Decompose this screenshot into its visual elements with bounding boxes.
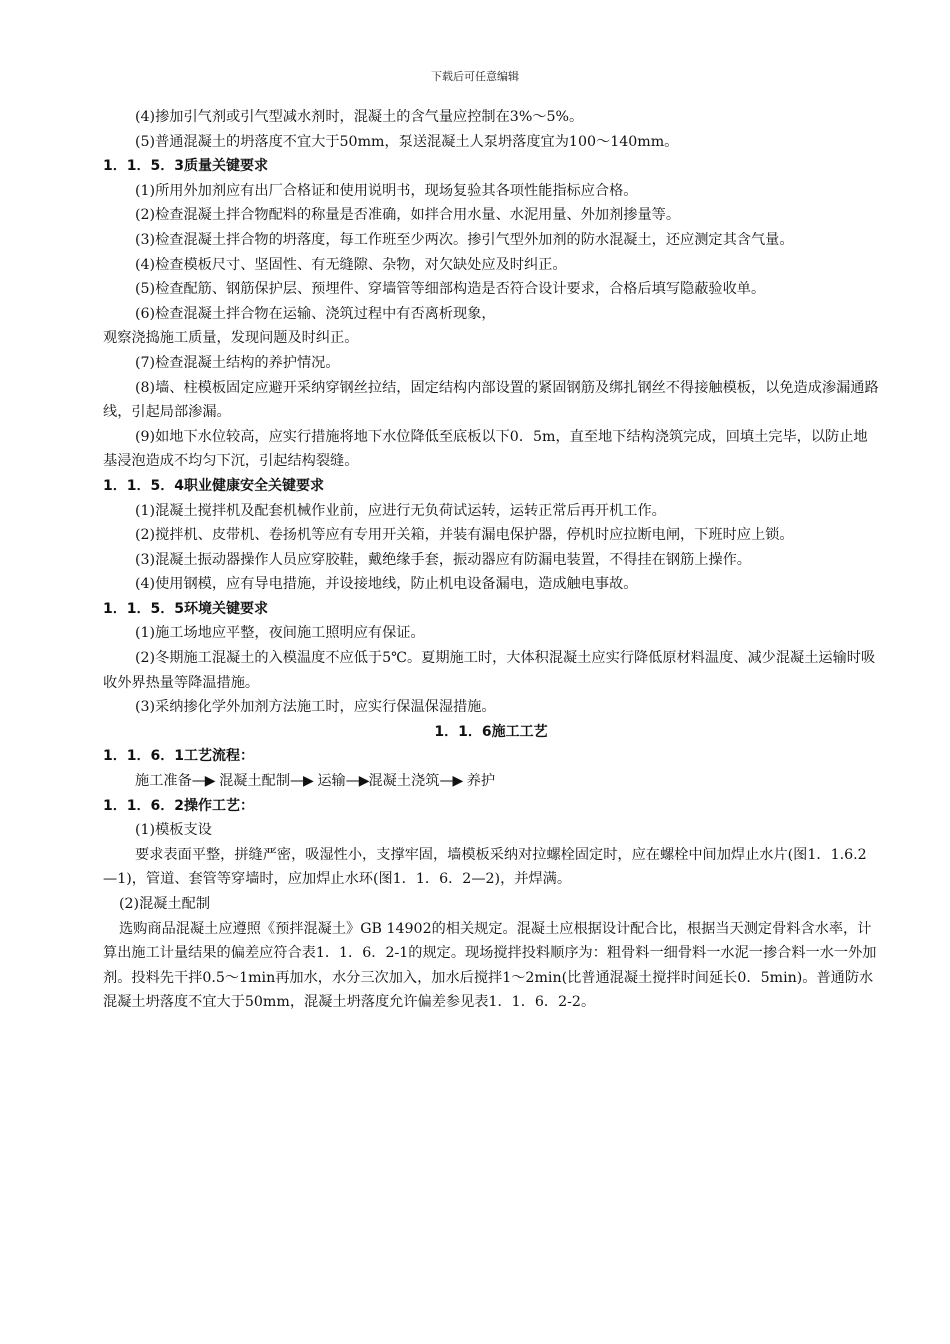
- document-body: [103, 105, 879, 1015]
- paragraph: (7)检查混凝土结构的养护情况。: [135, 354, 340, 371]
- paragraph: (4)检查模板尺寸、坚固性、有无缝隙、杂物，对欠缺处应及时纠正。: [135, 256, 567, 273]
- flow-step: 混凝土浇筑: [368, 773, 440, 790]
- flow-step: 施工准备: [135, 773, 192, 790]
- paragraph-group-2: [103, 794, 879, 1015]
- paragraph: (3)检查混凝土拌合物的坍落度，每工作班至少两次。掺引气型外加剂的防水混凝土，还应测定其含气量。: [135, 231, 794, 248]
- paragraph: 选购商品混凝土应遵照《预拌混凝土》GB 14902的相关规定。混凝土应根据设计配合比，根据当天测定骨料含水率，计算出施工计量结果的偏差应符合表1．1．6．2-1的规定。现场搅拌投料顺序为：粗骨料一细骨料一水泥一掺合料一水一外加剂。投料先干拌0.5～1min再加水，水分三次加入，加水后搅拌1～2min(比普通混凝土搅拌时间延长0．5min)。普通防水混凝土坍落度不宜大于50mm，混凝土坍落度允许偏差参见表1．1．6．2-2。: [103, 920, 877, 1011]
- paragraph-group-1: [103, 105, 879, 769]
- paragraph: (2)混凝土配制: [119, 896, 211, 912]
- section-heading: 1．1．6．2操作工艺：: [103, 797, 254, 814]
- flow-step: 混凝土配制: [219, 773, 291, 790]
- process-flow: [103, 769, 879, 794]
- flow-arrow-icon: —▶: [439, 773, 463, 790]
- paragraph: (2)检查混凝土拌合物配料的称量是否准确，如拌合用水量、水泥用量、外加剂掺量等。: [135, 207, 681, 224]
- paragraph: (4)使用钢模，应有导电措施，并设接地线，防止机电设备漏电，造成触电事故。: [135, 576, 638, 593]
- section-heading: 1．1．6．1工艺流程：: [103, 748, 254, 765]
- paragraph: (8)墙、柱模板固定应避开采纳穿钢丝拉结，固定结构内部设置的紧固钢筋及绑扎钢丝不得接触模板，以免造成渗漏通路线，引起局部渗漏。: [103, 379, 879, 421]
- paragraph: (1)模板支设: [135, 822, 212, 839]
- paragraph: (1)所用外加剂应有出厂合格证和使用说明书，现场复验其各项性能指标应合格。: [135, 182, 638, 199]
- paragraph: (9)如地下水位较高，应实行措施将地下水位降低至底板以下0．5m，直至地下结构浇筑完成，回填土完毕，以防止地基浸泡造成不均匀下沉，引起结构裂缝。: [103, 428, 868, 470]
- flow-step: 养护: [466, 773, 496, 790]
- paragraph: (5)检查配筋、钢筋保护层、预埋件、穿墙管等细部构造是否符合设计要求，合格后填写隐蔽验收单。: [135, 281, 766, 298]
- page-header: 下载后可任意编辑: [431, 70, 519, 83]
- flow-arrow-icon: —▶: [345, 773, 369, 790]
- section-heading: 1．1．6施工工艺: [434, 723, 548, 740]
- flow-arrow-icon: —▶: [191, 773, 215, 790]
- paragraph: (1)混凝土搅拌机及配套机械作业前，应进行无负荷试运转，运转正常后再开机工作。: [135, 502, 666, 519]
- flow-step: 运输: [317, 773, 346, 790]
- section-heading: 1．1．5．5环境关键要求: [103, 600, 268, 617]
- paragraph: (1)施工场地应平整，夜间施工照明应有保证。: [135, 625, 425, 642]
- paragraph: (5)普通混凝土的坍落度不宜大于50mm，泵送混凝土人泵坍落度宜为100～140mm。: [135, 133, 679, 150]
- flow-arrow-icon: —▶: [290, 773, 313, 790]
- paragraph: 要求表面平整，拼缝严密，吸湿性小，支撑牢固，墙模板采纳对拉螺栓固定时，应在螺栓中间加焊止水片(图1．1.6.2—1)，管道、套管等穿墙时，应加焊止水环(图1．1．6．2—2)，并焊满。: [103, 846, 867, 888]
- section-heading: 1．1．5．3质量关键要求: [103, 158, 268, 175]
- paragraph: (4)掺加引气剂或引气型减水剂时，混凝土的含气量应控制在3%～5%。: [135, 109, 584, 125]
- section-heading: 1．1．5．4职业健康安全关键要求: [103, 477, 324, 494]
- paragraph: (3)采纳掺化学外加剂方法施工时，应实行保温保湿措施。: [135, 699, 496, 716]
- paragraph: (6)检查混凝土拌合物在运输、浇筑过程中有否离析现象，: [135, 305, 496, 322]
- paragraph: (3)混凝土振动器操作人员应穿胶鞋，戴绝缘手套，振动器应有防漏电装置，不得挂在钢筋上操作。: [135, 551, 751, 568]
- paragraph: 观察浇捣施工质量，发现问题及时纠正。: [103, 330, 359, 347]
- paragraph: (2)搅拌机、皮带机、卷扬机等应有专用开关箱，并装有漏电保护器，停机时应拉断电闸，下班时应上锁。: [135, 527, 794, 544]
- paragraph: (2)冬期施工混凝土的入模温度不应低于5℃。夏期施工时，大体积混凝土应实行降低原材料温度、减少混凝土运输时吸收外界热量等降温措施。: [103, 650, 876, 691]
